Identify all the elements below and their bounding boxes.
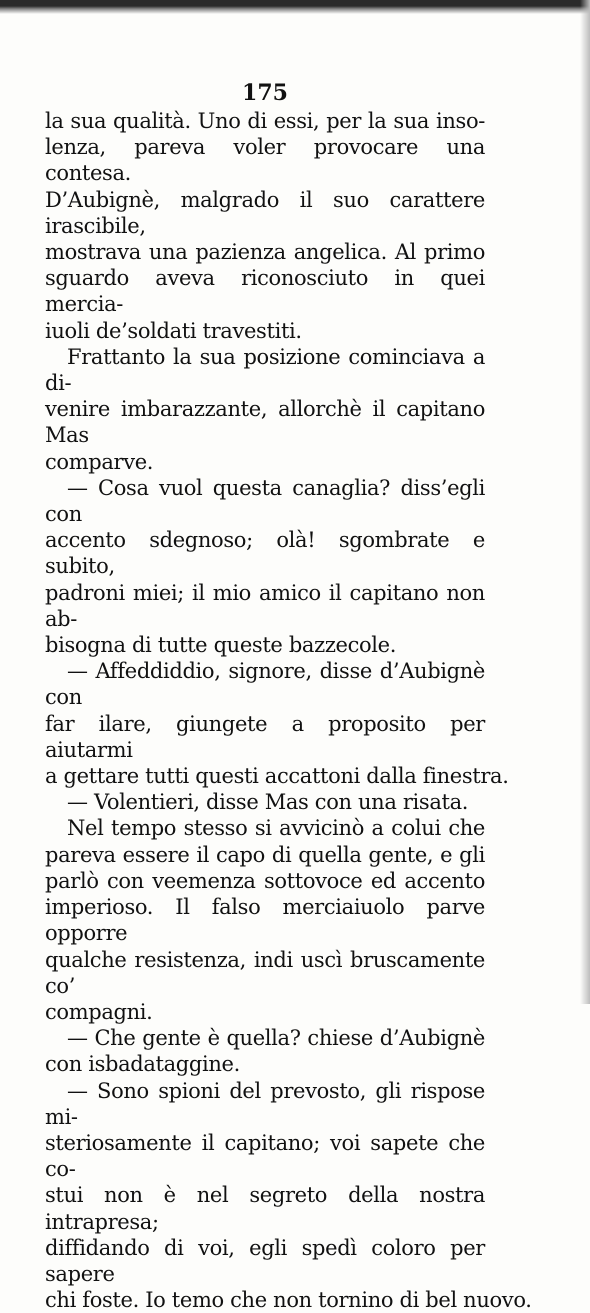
text-line: comparve. bbox=[45, 449, 154, 474]
text-line: compagni. bbox=[45, 999, 153, 1024]
text-line: stui non è nel segreto della nostra intrapresa; bbox=[45, 1183, 485, 1234]
page-number: 175 bbox=[242, 80, 288, 106]
text-line: — Sono spioni del prevosto, gli rispose mi- bbox=[45, 1078, 485, 1129]
text-line: accento sdegnoso; olà! sgombrate e subito, bbox=[45, 528, 485, 579]
paragraph bbox=[45, 475, 485, 658]
text-line: pareva essere il capo di quella gente, e gli bbox=[45, 842, 485, 867]
scan-right-edge bbox=[580, 0, 590, 1004]
page-body-text bbox=[45, 108, 532, 1313]
text-line: bisogna di tutte queste bazzecole. bbox=[45, 633, 397, 658]
text-line: mostrava una pazienza angelica. Al primo bbox=[45, 240, 485, 265]
text-line: venire imbarazzante, allorchè il capitano Mas bbox=[45, 397, 485, 448]
paragraph bbox=[45, 108, 485, 344]
paragraph bbox=[45, 789, 485, 815]
text-line: lenza, pareva voler provocare una contesa. bbox=[45, 135, 485, 186]
text-line: con isbadataggine. bbox=[45, 1052, 240, 1077]
text-line: a gettare tutti questi accattoni dalla finestra. bbox=[45, 764, 509, 789]
text-line: padroni miei; il mio amico il capitano non ab- bbox=[45, 580, 485, 631]
text-line: — Cosa vuol questa canaglia? diss’egli con bbox=[45, 475, 485, 527]
text-line: — Che gente è quella? chiese d’Aubignè bbox=[67, 1026, 485, 1051]
text-line: — Affeddiddio, signore, disse d’Aubignè con bbox=[45, 659, 485, 710]
paragraph bbox=[45, 658, 509, 789]
text-line: imperioso. Il falso merciaiuolo parve opporre bbox=[45, 895, 485, 946]
text-line: — Volentieri, disse Mas con una risata. bbox=[67, 790, 469, 815]
book-page bbox=[45, 80, 532, 1313]
text-line: la sua qualità. Uno di essi, per la sua inso- bbox=[45, 109, 485, 133]
scan-top-edge bbox=[0, 0, 590, 14]
text-line: far ilare, giungete a proposito per aiutarmi bbox=[45, 711, 485, 762]
text-line: Nel tempo stesso si avvicinò a colui che bbox=[67, 816, 485, 841]
paragraph bbox=[45, 1025, 485, 1077]
paragraph bbox=[45, 344, 485, 475]
text-line: D’Aubignè, malgrado il suo carattere irascibile, bbox=[45, 187, 485, 238]
paragraph bbox=[45, 1078, 532, 1313]
text-line: parlò con veemenza sottovoce ed accento bbox=[45, 868, 485, 893]
text-line: sguardo aveva riconosciuto in quei mercia- bbox=[45, 266, 485, 317]
text-line: chi foste. Io temo che non tornino di bel nuovo. bbox=[45, 1288, 532, 1313]
text-line: Frattanto la sua posizione cominciava a di- bbox=[45, 344, 485, 396]
text-line: iuoli de’soldati travestiti. bbox=[45, 318, 302, 343]
text-line: steriosamente il capitano; voi sapete che co- bbox=[45, 1130, 485, 1182]
text-line: qualche resistenza, indi uscì bruscamente co’ bbox=[45, 947, 485, 998]
text-line: diffidando di voi, egli spedì coloro per sapere bbox=[45, 1235, 485, 1286]
paragraph bbox=[45, 815, 485, 1025]
